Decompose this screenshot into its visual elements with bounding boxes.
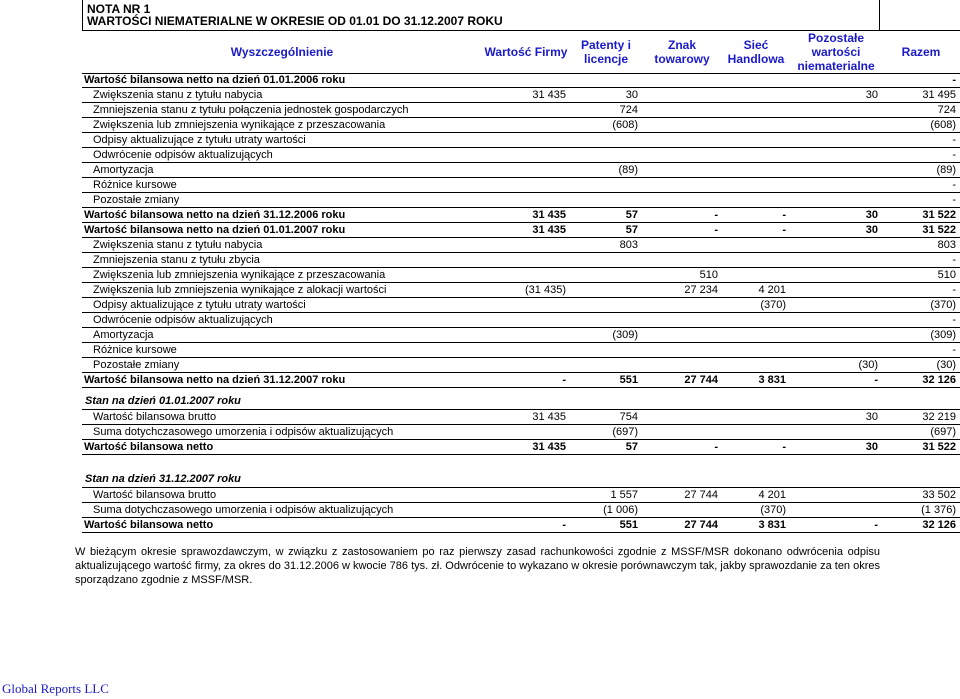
row-value [722, 328, 790, 343]
row-label: Wartość bilansowa brutto [82, 410, 482, 425]
row-value [482, 425, 570, 440]
row-value [570, 193, 642, 208]
table-row [82, 328, 960, 343]
row-value: 27 744 [642, 373, 722, 388]
row-label: Różnice kursowe [82, 178, 482, 193]
row-value: 551 [570, 373, 642, 388]
row-value: - [482, 373, 570, 388]
row-value [722, 148, 790, 163]
row-value [482, 133, 570, 148]
table-row [82, 133, 960, 148]
row-value: 31 522 [882, 223, 960, 238]
row-value: 57 [570, 208, 642, 223]
row-value: - [882, 148, 960, 163]
row-label: Wartość bilansowa brutto [82, 488, 482, 503]
row-value: - [790, 518, 882, 533]
table-row [82, 440, 960, 455]
row-label: Zwiększenia stanu z tytułu nabycia [82, 88, 482, 103]
row-value: 510 [642, 268, 722, 283]
row-value [722, 88, 790, 103]
row-value [642, 298, 722, 313]
row-value: (89) [882, 163, 960, 178]
row-value: 724 [882, 103, 960, 118]
row-value [790, 343, 882, 358]
row-value: 3 831 [722, 373, 790, 388]
row-value: 33 502 [882, 488, 960, 503]
row-label: Zwiększenia lub zmniejszenia wynikające z przeszacowania [82, 268, 482, 283]
row-value [642, 503, 722, 518]
row-value [570, 73, 642, 88]
table-row [82, 148, 960, 163]
row-value [790, 238, 882, 253]
row-value [790, 193, 882, 208]
row-value: (1 006) [570, 503, 642, 518]
table-header [82, 30, 960, 74]
row-value [482, 193, 570, 208]
table-row [82, 253, 960, 268]
row-value: - [722, 208, 790, 223]
row-label: Wartość bilansowa netto na dzień 01.01.2006 roku [82, 73, 482, 88]
row-value [642, 73, 722, 88]
row-value [642, 163, 722, 178]
section-opening-title: Stan na dzień 01.01.2007 roku [82, 395, 960, 410]
row-value [642, 178, 722, 193]
row-value [482, 343, 570, 358]
row-value: (697) [570, 425, 642, 440]
row-value: 1 557 [570, 488, 642, 503]
section-closing-title: Stan na dzień 31.12.2007 roku [82, 473, 960, 488]
row-label: Wartość bilansowa netto [82, 440, 482, 455]
row-value [790, 118, 882, 133]
row-value: - [642, 223, 722, 238]
row-value [482, 178, 570, 193]
row-value [722, 193, 790, 208]
row-value: 31 435 [482, 88, 570, 103]
row-value [642, 88, 722, 103]
row-value: 30 [790, 88, 882, 103]
row-value: 30 [790, 208, 882, 223]
row-value [482, 73, 570, 88]
row-value [570, 133, 642, 148]
row-value [642, 328, 722, 343]
row-value [482, 148, 570, 163]
row-value: (370) [722, 298, 790, 313]
row-value [642, 238, 722, 253]
row-value [482, 503, 570, 518]
row-value [790, 488, 882, 503]
row-value: 31 435 [482, 440, 570, 455]
row-value [722, 163, 790, 178]
row-value [722, 238, 790, 253]
row-value [790, 178, 882, 193]
row-value: - [722, 223, 790, 238]
table-row [82, 313, 960, 328]
row-value [722, 313, 790, 328]
row-label: Amortyzacja [82, 328, 482, 343]
section-closing-table [82, 488, 960, 533]
row-value [790, 253, 882, 268]
table-row [82, 208, 960, 223]
col-header-goodwill: Wartość Firmy [484, 45, 568, 59]
row-value [570, 313, 642, 328]
row-value [482, 163, 570, 178]
table-row [82, 358, 960, 373]
row-value [570, 343, 642, 358]
table-row [82, 178, 960, 193]
row-value: 30 [790, 440, 882, 455]
row-value [570, 178, 642, 193]
col-header-network: Sieć Handlowa [727, 38, 785, 66]
section-closing [82, 473, 960, 533]
row-value: 4 201 [722, 488, 790, 503]
row-value: 57 [570, 223, 642, 238]
table-row [82, 503, 960, 518]
row-value: 31 435 [482, 223, 570, 238]
row-value: 551 [570, 518, 642, 533]
row-value [790, 328, 882, 343]
table-row [82, 118, 960, 133]
row-value [642, 358, 722, 373]
row-value [642, 425, 722, 440]
row-value [642, 410, 722, 425]
row-value [482, 268, 570, 283]
row-value: (697) [882, 425, 960, 440]
brand-logo-text: Global Reports LLC [2, 681, 109, 696]
table-row [82, 193, 960, 208]
row-label: Odpisy aktualizujące z tytułu utraty wartości [82, 298, 482, 313]
row-value: 4 201 [722, 283, 790, 298]
row-value [790, 103, 882, 118]
row-label: Zmniejszenia stanu z tytułu połączenia jednostek gospodarczych [82, 103, 482, 118]
row-value: 31 435 [482, 410, 570, 425]
note-title: WARTOŚCI NIEMATERIALNE W OKRESIE OD 01.01 DO 31.12.2007 ROKU [87, 14, 503, 28]
row-value: - [722, 440, 790, 455]
row-value [642, 133, 722, 148]
row-value [642, 193, 722, 208]
row-label: Zwiększenia lub zmniejszenia wynikające z alokacji wartości [82, 283, 482, 298]
row-label: Wartość bilansowa netto na dzień 01.01.2007 roku [82, 223, 482, 238]
row-label: Pozostałe zmiany [82, 193, 482, 208]
row-value: (370) [722, 503, 790, 518]
table-row [82, 163, 960, 178]
row-value [482, 103, 570, 118]
row-value: (608) [570, 118, 642, 133]
row-value: (309) [570, 328, 642, 343]
col-header-trademark: Znak towarowy [654, 38, 710, 66]
row-value: - [882, 253, 960, 268]
row-value: 724 [570, 103, 642, 118]
row-value: - [882, 283, 960, 298]
row-value [570, 298, 642, 313]
table-row [82, 103, 960, 118]
row-value: 31 495 [882, 88, 960, 103]
row-value: (370) [882, 298, 960, 313]
row-value: (1 376) [882, 503, 960, 518]
row-value [642, 343, 722, 358]
row-value: - [790, 373, 882, 388]
row-value [570, 283, 642, 298]
col-header-other: Pozostałe wartości niematerialne [797, 31, 875, 73]
row-value: 32 126 [882, 518, 960, 533]
row-value: - [882, 73, 960, 88]
table-row [82, 238, 960, 253]
row-value [790, 148, 882, 163]
row-label: Suma dotychczasowego umorzenia i odpisów aktualizujących [82, 503, 482, 518]
table-row [82, 73, 960, 88]
row-label: Wartość bilansowa netto na dzień 31.12.2007 roku [82, 373, 482, 388]
note-title-block [82, 0, 880, 30]
row-value [722, 253, 790, 268]
row-value: 32 126 [882, 373, 960, 388]
row-label: Zwiększenia stanu z tytułu nabycia [82, 238, 482, 253]
footnote: W bieżącym okresie sprawozdawczym, w związku z zastosowaniem po raz pierwszy zasad rachunkowości zgodnie z MSSF/MSR dokonano odwrócenia odpisu aktualizującego wartość firmy, za okres do 31.12.2006 w kwocie 786 tys. zł. Odwrócenie to wykazano w okresie porównawczym tak, jakby sprawozdanie za ten okres sporządzano zgodnie z MSSF/MSR. [75, 546, 881, 586]
table-row [82, 488, 960, 503]
row-value: - [882, 313, 960, 328]
row-value: - [882, 343, 960, 358]
row-value [790, 425, 882, 440]
row-value [642, 103, 722, 118]
row-value [722, 133, 790, 148]
table-row [82, 343, 960, 358]
row-value [642, 148, 722, 163]
row-value [642, 118, 722, 133]
row-value: 803 [882, 238, 960, 253]
row-value: 31 435 [482, 208, 570, 223]
row-value [790, 283, 882, 298]
row-value: 57 [570, 440, 642, 455]
row-value: 30 [570, 88, 642, 103]
table-row [82, 88, 960, 103]
row-label: Wartość bilansowa netto [82, 518, 482, 533]
row-label: Zmniejszenia stanu z tytułu zbycia [82, 253, 482, 268]
table-row [82, 298, 960, 313]
row-value: (30) [790, 358, 882, 373]
row-label: Odpisy aktualizujące z tytułu utraty wartości [82, 133, 482, 148]
row-value [482, 358, 570, 373]
table-row [82, 410, 960, 425]
row-value [570, 268, 642, 283]
table-row [82, 425, 960, 440]
row-value [790, 268, 882, 283]
section-opening-table [82, 410, 960, 455]
row-value [482, 313, 570, 328]
row-label: Odwrócenie odpisów aktualizujących [82, 148, 482, 163]
row-value: - [642, 440, 722, 455]
main-table [82, 73, 960, 388]
row-value: 3 831 [722, 518, 790, 533]
row-label: Zwiększenia lub zmniejszenia wynikające z przeszacowania [82, 118, 482, 133]
row-value [790, 313, 882, 328]
table-row [82, 268, 960, 283]
row-value: (31 435) [482, 283, 570, 298]
row-value: - [882, 178, 960, 193]
row-value: 27 744 [642, 488, 722, 503]
row-value [722, 358, 790, 373]
col-header-description: Wyszczególnienie [230, 45, 334, 59]
table-row [82, 518, 960, 533]
row-value: (30) [882, 358, 960, 373]
row-value: 27 234 [642, 283, 722, 298]
row-label: Suma dotychczasowego umorzenia i odpisów aktualizujących [82, 425, 482, 440]
row-value [722, 343, 790, 358]
row-value [722, 410, 790, 425]
row-value [722, 178, 790, 193]
row-value: - [882, 193, 960, 208]
row-value [722, 118, 790, 133]
row-value: 32 219 [882, 410, 960, 425]
row-value: - [882, 133, 960, 148]
row-value [482, 118, 570, 133]
row-value: - [642, 208, 722, 223]
row-label: Amortyzacja [82, 163, 482, 178]
row-value [790, 298, 882, 313]
col-header-patents: Patenty i licencje [580, 38, 631, 66]
row-label: Różnice kursowe [82, 343, 482, 358]
row-value [722, 73, 790, 88]
row-value [790, 163, 882, 178]
row-value [642, 253, 722, 268]
section-opening [82, 395, 960, 455]
row-label: Pozostałe zmiany [82, 358, 482, 373]
col-header-total: Razem [901, 45, 941, 59]
row-value [642, 313, 722, 328]
row-value: 27 744 [642, 518, 722, 533]
row-value: 31 522 [882, 440, 960, 455]
row-value [482, 488, 570, 503]
row-value: 510 [882, 268, 960, 283]
row-value [482, 238, 570, 253]
table-row [82, 373, 960, 388]
note-number: NOTA NR 1 [87, 2, 151, 16]
table-row [82, 283, 960, 298]
table-row [82, 223, 960, 238]
row-value [790, 73, 882, 88]
row-value [482, 253, 570, 268]
row-label: Odwrócenie odpisów aktualizujących [82, 313, 482, 328]
row-value [482, 298, 570, 313]
row-value: (608) [882, 118, 960, 133]
row-value [722, 268, 790, 283]
row-value [722, 103, 790, 118]
row-value: 803 [570, 238, 642, 253]
row-value: 754 [570, 410, 642, 425]
row-value: (309) [882, 328, 960, 343]
row-value [790, 133, 882, 148]
row-value: 30 [790, 223, 882, 238]
row-value: 31 522 [882, 208, 960, 223]
row-value: (89) [570, 163, 642, 178]
row-value [722, 425, 790, 440]
row-value [570, 148, 642, 163]
row-value [570, 253, 642, 268]
row-label: Wartość bilansowa netto na dzień 31.12.2006 roku [82, 208, 482, 223]
row-value: 30 [790, 410, 882, 425]
row-value [482, 328, 570, 343]
row-value [570, 358, 642, 373]
row-value: - [482, 518, 570, 533]
row-value [790, 503, 882, 518]
